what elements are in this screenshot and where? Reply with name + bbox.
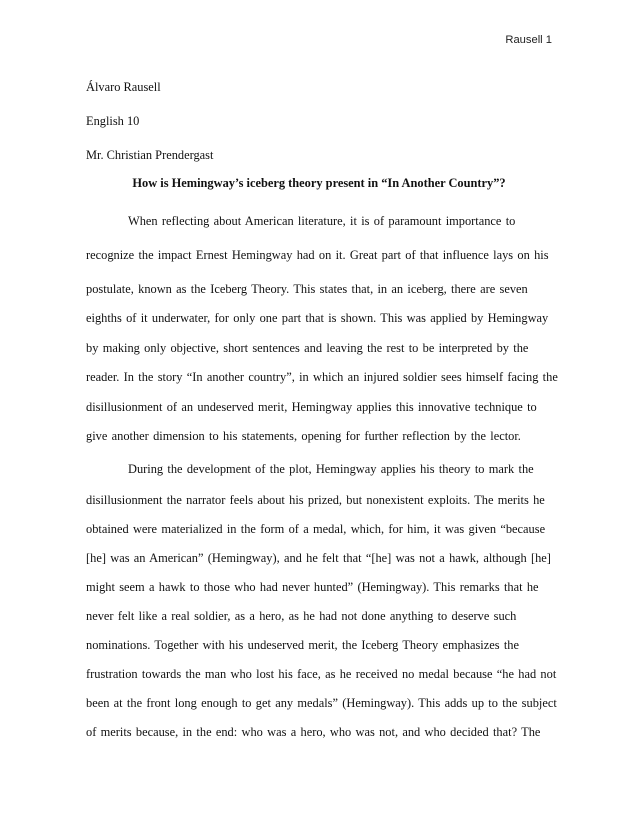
body-line: might seem a hawk to those who had never hunted” (Hemingway). This remarks that he — [86, 580, 539, 594]
body-line: of merits because, in the end: who was a hero, who was not, and who decided that? The — [86, 725, 541, 739]
body-line: obtained were materialized in the form of a medal, which, for him, it was given “because — [86, 522, 546, 536]
body-line: eighths of it underwater, for only one part that is shown. This was applied by Hemingway — [86, 311, 549, 325]
body-line: nominations. Together with his undeserved merit, the Iceberg Theory emphasizes the — [86, 638, 519, 652]
body-line: never felt like a real soldier, as a hero, as he had not done anything to deserve such — [86, 609, 517, 623]
course-name: English 10 — [86, 114, 140, 128]
body-line: When reflecting about American literature, it is of paramount importance to — [128, 214, 516, 228]
body-line: frustration towards the man who lost his face, as he received no medal because “he had not — [86, 667, 557, 681]
body-line: disillusionment the narrator feels about his prized, but nonexistent exploits. The merits he — [86, 493, 545, 507]
body-line: During the development of the plot, Hemingway applies his theory to mark the — [128, 462, 534, 476]
instructor-name: Mr. Christian Prendergast — [86, 148, 214, 162]
body-line: give another dimension to his statements, opening for further reflection by the lector. — [86, 429, 521, 443]
body-line: recognize the impact Ernest Hemingway had on it. Great part of that influence lays on his — [86, 248, 549, 262]
body-line: disillusionment of an undeserved merit, Hemingway applies this innovative technique to — [86, 400, 537, 414]
body-line: postulate, known as the Iceberg Theory. This states that, in an iceberg, there are seven — [86, 282, 528, 296]
body-line: [he] was an American” (Hemingway), and he felt that “[he] was not a hawk, although [he] — [86, 551, 551, 565]
body-line: been at the front long enough to get any medals” (Hemingway). This adds up to the subject — [86, 696, 557, 710]
body-line: reader. In the story “In another country”, in which an injured soldier sees himself facing the — [86, 370, 558, 384]
essay-title: How is Hemingway’s iceberg theory present in “In Another Country”? — [132, 176, 506, 190]
body-line: by making only objective, short sentences and leaving the rest to be interpreted by the — [86, 341, 529, 355]
author-name: Álvaro Rausell — [86, 80, 161, 94]
running-head: Rausell 1 — [505, 34, 552, 46]
